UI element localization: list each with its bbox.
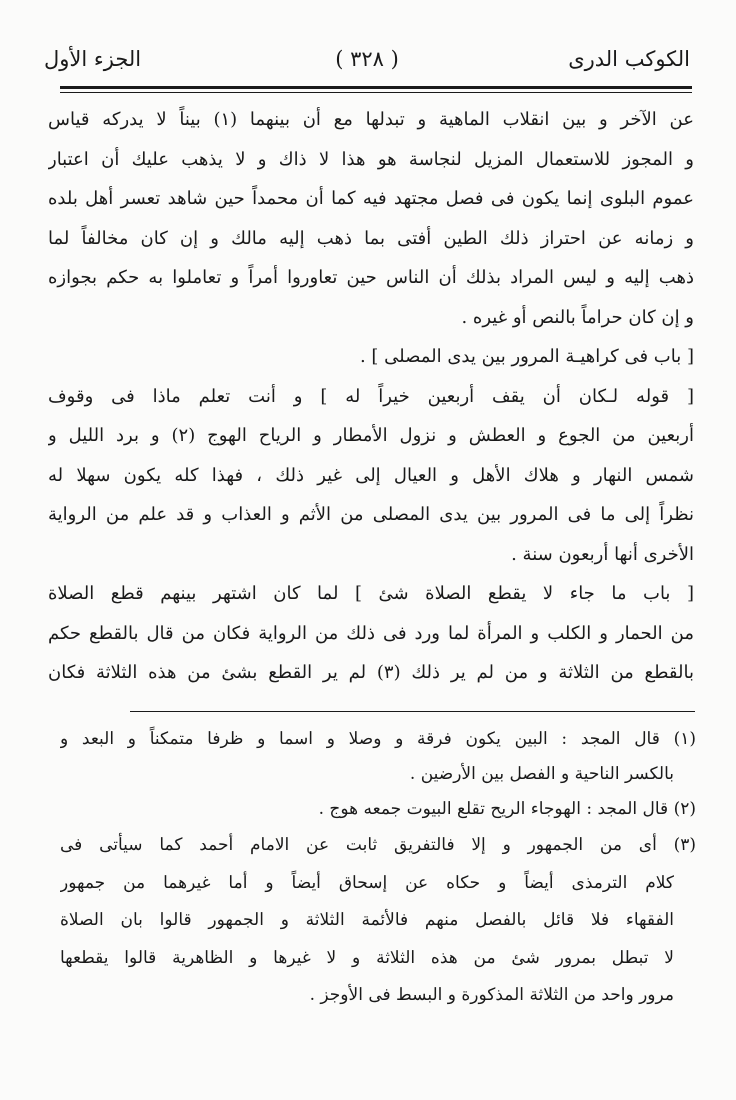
text-line: نظراً إلى ما فى المرور بين يدى المصلى من الأثم و العذاب و قد علم من الرواية (48, 504, 694, 525)
text-line: من الحمار و الكلب و المرأة لما ورد فى ذلك من الرواية فكان من قال بالقطع حكم (48, 622, 694, 644)
volume-label: الجزء الأول (44, 47, 142, 71)
footnote-line: بالكسر الناحية و الفصل بين الأرضين . (409, 764, 674, 784)
book-title: الكوكب الدرى (568, 47, 690, 71)
footnote-line: مرور واحد من الثلاثة المذكورة و البسط فى الأوجز . (309, 985, 674, 1005)
text-line: و زمانه عن احتراز ذلك الطين أفتى بما ذهب إليه مالك و إن كان مخالفاً لما (48, 227, 694, 249)
footnotes (60, 722, 696, 1015)
footnote-line: (١) قال المجد : البين يكون فرقة و وصلا و اسما و ظرفا متمكناً و البعد و (60, 729, 696, 749)
chapter-heading: [ باب فى كراهيـة المرور بين يدى المصلى ] . (359, 346, 694, 367)
text-line: [ قوله لـكان أن يقف أربعين خيراً له ] و أنت تعلم ماذا فى وقوف (48, 385, 694, 407)
footnote-line: الفقهاء فلا قائل بالفصل منهم فالأئمة الثلاثة و الجمهور قالوا بان الصلاة (60, 910, 674, 930)
footnote-line: (٣) أى من الجمهور و إلا فالتفريق ثابت عن الامام أحمد كما سيأتى فى (60, 835, 696, 855)
text-line: شمس النهار و هلاك الأهل و العيال إلى غير ذلك ، فهذا كله يكون سهلا له (48, 464, 694, 486)
footnote-line: لا تبطل بمرور شئ من هذه الثلاثة و لا غيرها و الظاهرية قالوا يقطعها (60, 947, 674, 968)
page-number: ( ٣٢٨ ) (335, 47, 399, 71)
text-line: ذهب إليه و ليس المراد بذلك أن الناس حين تعاوروا أمراً و تعاملوا به حكم بجوازه (48, 267, 694, 288)
header-rule-thin (60, 92, 692, 93)
text-line: الأخرى أنها أربعون سنة . (511, 543, 694, 565)
main-text (48, 100, 694, 693)
chapter-heading: [ باب ما جاء لا يقطع الصلاة شئ ] لما كان اشتهر بينهم قطع الصلاة (48, 583, 694, 604)
header-rule-thick (60, 86, 692, 89)
text-line: أربعين من الجوع و العطش و نزول الأمطار و الرياح الهوج (٢) و برد الليل و (48, 425, 694, 446)
footnote-line: كلام الترمذى أيضاً و حكاه عن إسحاق أيضاً و أما غيرهما من جمهور (60, 872, 674, 893)
text-line: و المجوز للاستعمال المزيل لنجاسة هو هذا لا ذاك و لا يذهب عليك أن اعتبار (48, 148, 694, 170)
text-line: عموم البلوى إنما يكون فى فصل مجتهد فيه كما أن محمداً حين شاهد تعسر أهل بلده (48, 188, 694, 209)
text-line: و إن كان حراماً بالنص أو غيره . (461, 306, 694, 328)
footnote-divider (130, 711, 695, 712)
page-header (44, 44, 690, 80)
text-line: عن الآخر و بين انقلاب الماهية و تبدلها مع أن بينهما (١) بيناً لا يدركه قياس (48, 109, 694, 130)
footnote-line: (٢) قال المجد : الهوجاء الريح تقلع البيوت جمعه هوج . (318, 799, 696, 819)
text-line: بالقطع من الثلاثة و من لم ير ذلك (٣) لم ير القطع بشئ من هذه الثلاثة فكان (48, 662, 694, 683)
